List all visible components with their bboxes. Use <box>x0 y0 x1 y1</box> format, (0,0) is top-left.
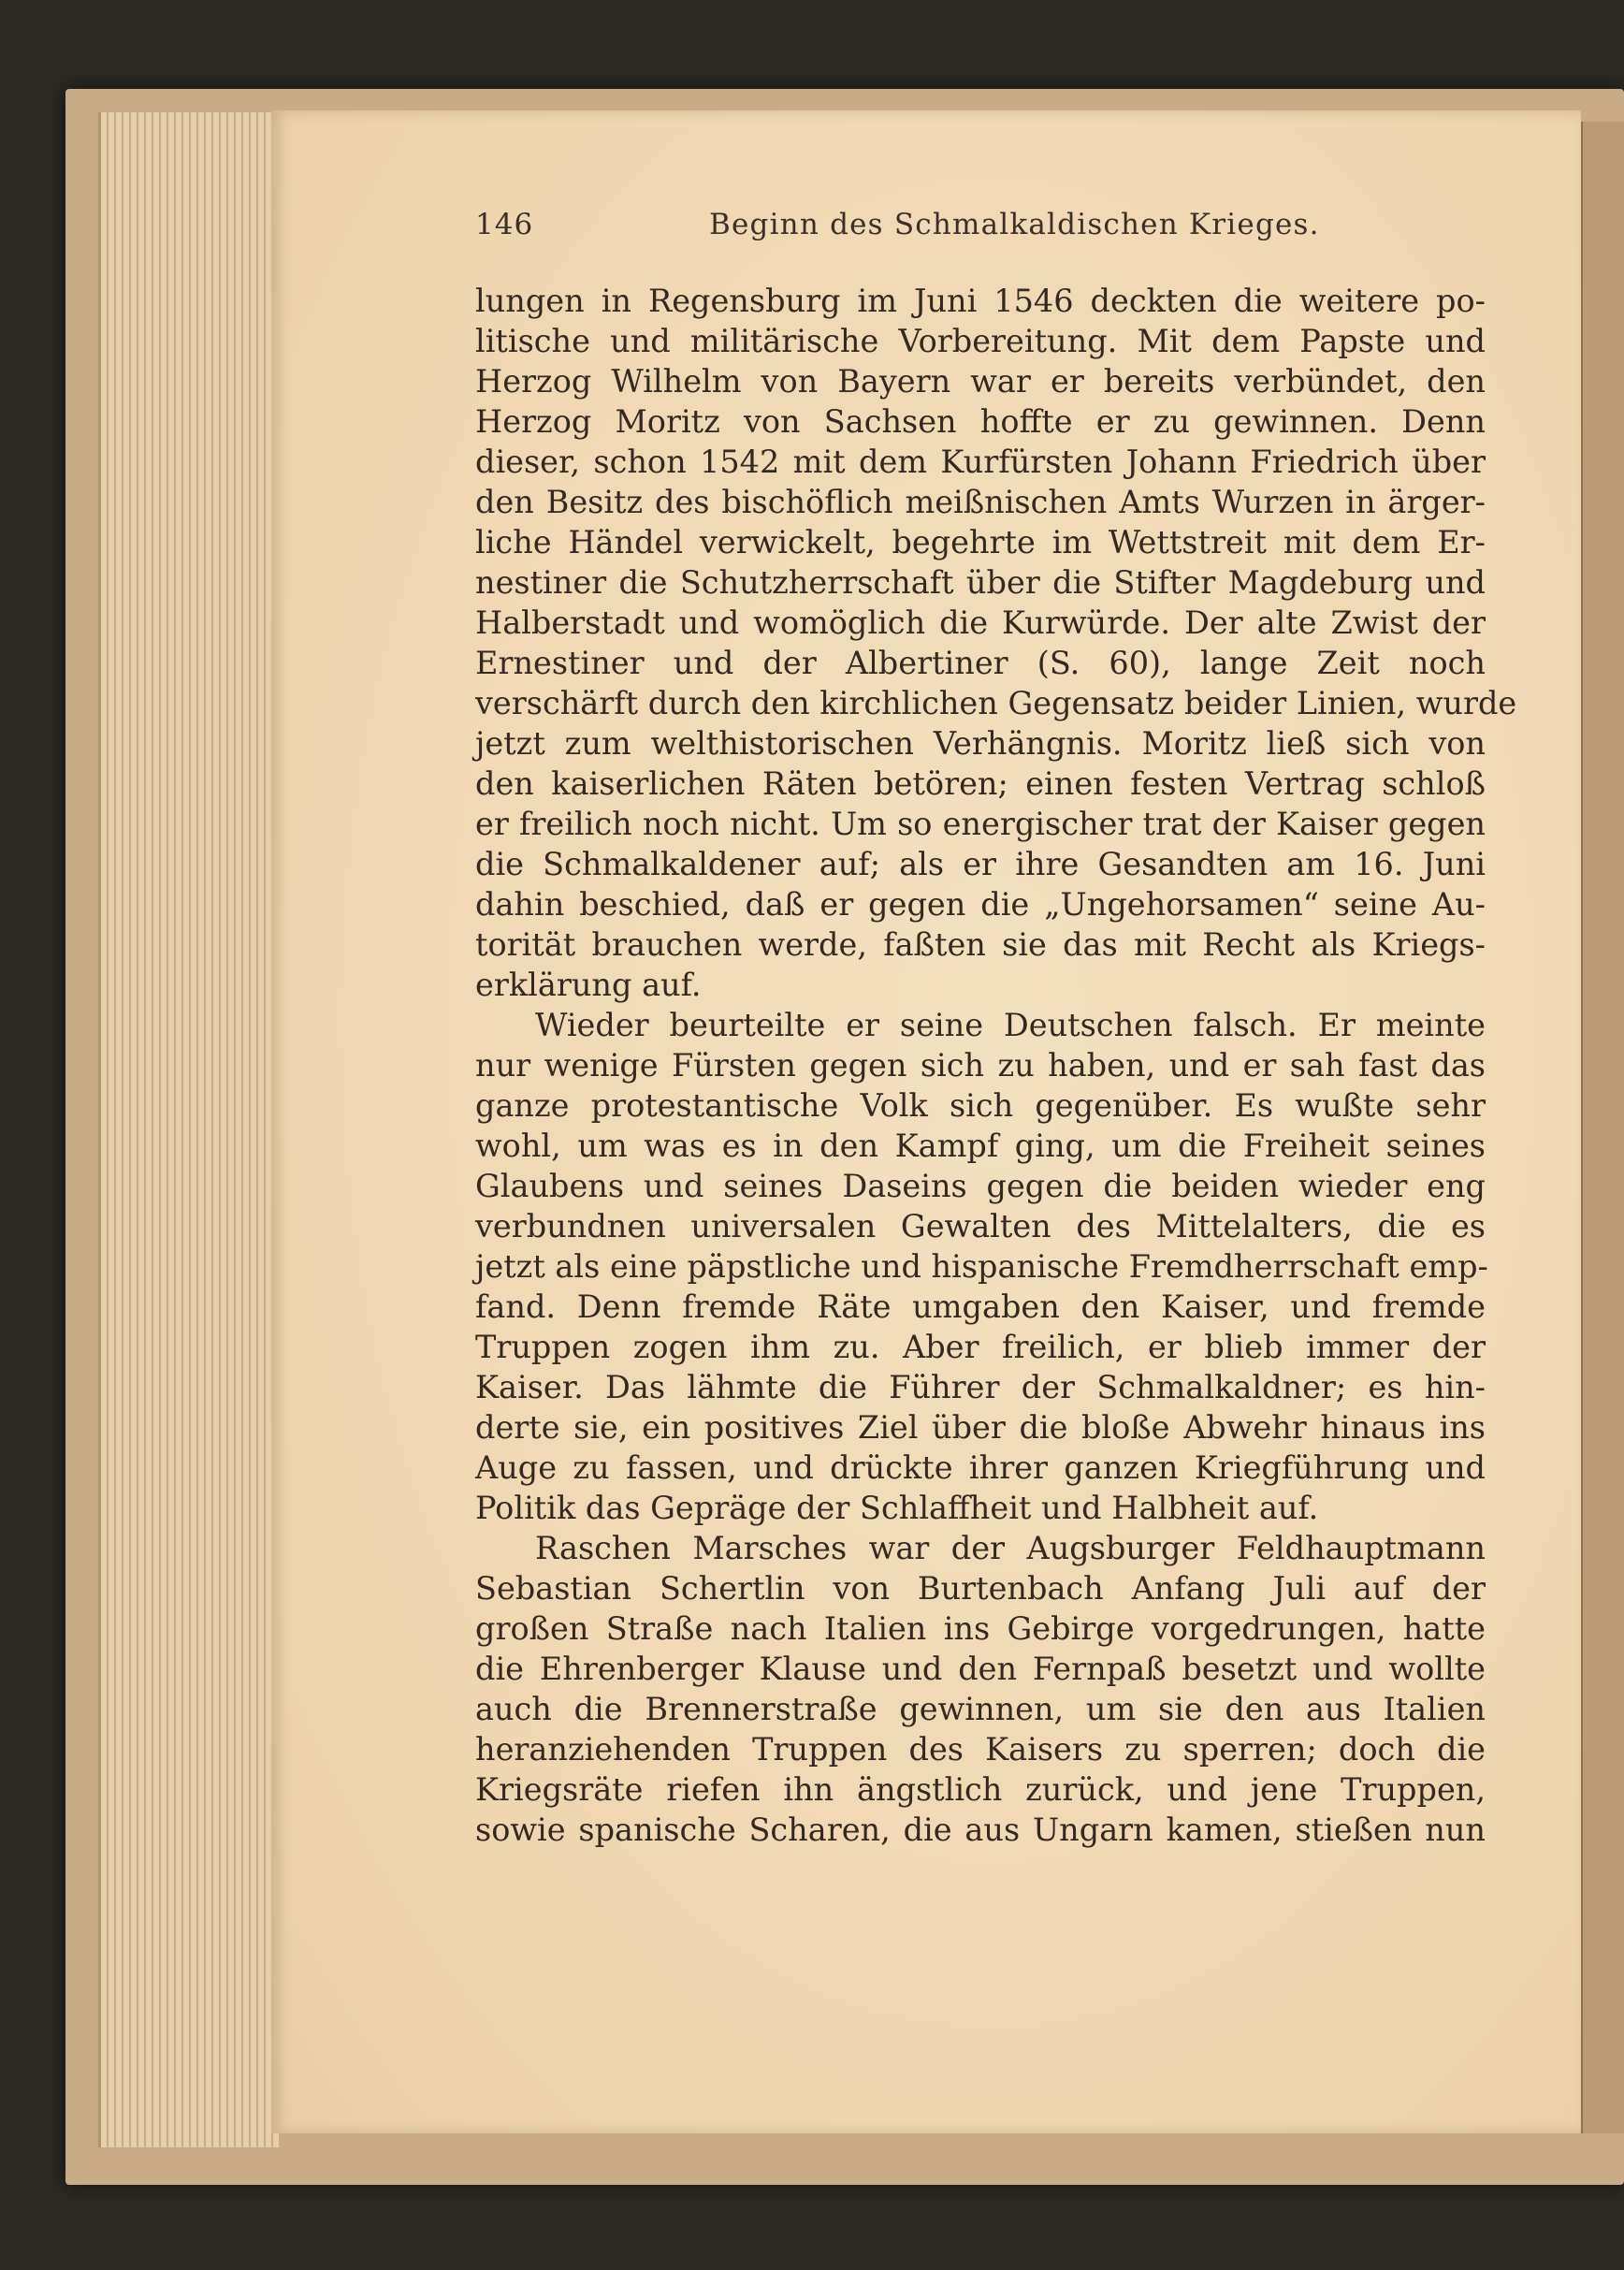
text-line: dahin beschied, daß er gegen die „Ungehorsamen“ seine Au- <box>475 886 1486 923</box>
text-line: jetzt zum welthistorischen Verhängnis. Moritz ließ sich von <box>475 725 1486 762</box>
paragraph-start-line: Raschen Marsches war der Augsburger Feldhauptmann <box>535 1530 1486 1566</box>
text-line: litische und militärische Vorbereitung. Mit dem Papste und <box>475 323 1486 359</box>
text-line: verbundnen universalen Gewalten des Mittelalters, die es <box>475 1208 1486 1244</box>
paragraph-end-line: erklärung auf. <box>475 967 702 1003</box>
text-line: er freilich noch nicht. Um so energischer trat der Kaiser gegen <box>475 806 1486 842</box>
text-line: Halberstadt und womöglich die Kurwürde. Der alte Zwist der <box>475 604 1486 641</box>
text-line: liche Händel verwickelt, begehrte im Wettstreit mit dem Er- <box>475 524 1486 560</box>
text-line: Kaiser. Das lähmte die Führer der Schmalkaldner; es hin- <box>475 1369 1486 1405</box>
text-line: nur wenige Fürsten gegen sich zu haben, und er sah fast das <box>475 1047 1486 1084</box>
text-line: den kaiserlichen Räten betören; einen festen Vertrag schloß <box>475 765 1486 802</box>
text-line: Truppen zogen ihm zu. Aber freilich, er blieb immer der <box>475 1329 1486 1365</box>
text-line: Kriegsräte riefen ihn ängstlich zurück, und jene Truppen, <box>475 1771 1486 1808</box>
text-line: Sebastian Schertlin von Burtenbach Anfang Juli auf der <box>475 1570 1486 1607</box>
text-line: heranziehenden Truppen des Kaisers zu sperren; doch die <box>475 1731 1486 1768</box>
text-line: die Ehrenberger Klause und den Fernpaß besetzt und wollte <box>475 1651 1486 1687</box>
text-line: jetzt als eine päpstliche und hispanische Fremdherrschaft emp- <box>475 1248 1488 1285</box>
text-line: auch die Brennerstraße gewinnen, um sie den aus Italien <box>475 1691 1486 1727</box>
text-line: fand. Denn fremde Räte umgaben den Kaiser, und fremde <box>475 1288 1486 1325</box>
text-line: Glaubens und seines Daseins gegen die beiden wieder eng <box>475 1168 1486 1204</box>
text-line: ganze protestantische Volk sich gegenüber. Es wußte sehr <box>475 1087 1486 1124</box>
paragraph-end-line: Politik das Gepräge der Schlaffheit und Halbheit auf. <box>475 1490 1319 1526</box>
text-line: nestiner die Schutzherrschaft über die Stifter Magdeburg und <box>475 564 1486 601</box>
text-line: lungen in Regensburg im Juni 1546 deckten die weitere po- <box>475 283 1486 319</box>
text-line: Ernestiner und der Albertiner (S. 60), lange Zeit noch <box>475 645 1486 681</box>
text-line: derte sie, ein positives Ziel über die bloße Abwehr hinaus ins <box>475 1409 1486 1446</box>
page-number: 146 <box>475 208 534 241</box>
paragraph-start-line: Wieder beurteilte er seine Deutschen falsch. Er meinte <box>535 1007 1486 1043</box>
page-stack-edge <box>98 112 279 2147</box>
text-line: dieser, schon 1542 mit dem Kurfürsten Johann Friedrich über <box>475 444 1486 480</box>
text-line: Auge zu fassen, und drückte ihrer ganzen Kriegführung und <box>475 1449 1486 1486</box>
text-line: Herzog Wilhelm von Bayern war er bereits verbündet, den <box>475 363 1486 400</box>
text-line: die Schmalkaldener auf; als er ihre Gesandten am 16. Juni <box>475 846 1486 882</box>
facing-page-edge <box>1581 122 1624 2133</box>
text-line: Herzog Moritz von Sachsen hoffte er zu gewinnen. Denn <box>475 403 1486 440</box>
text-line: großen Straße nach Italien ins Gebirge vorgedrungen, hatte <box>475 1610 1486 1647</box>
text-line: verschärft durch den kirchlichen Gegensatz beider Linien, wurde <box>475 685 1517 721</box>
running-head <box>475 208 1486 255</box>
text-line: wohl, um was es in den Kampf ging, um die Freiheit seines <box>475 1128 1486 1164</box>
text-line: sowie spanische Scharen, die aus Ungarn kamen, stießen nun <box>475 1812 1486 1848</box>
body-text <box>475 281 1517 1850</box>
running-title: Beginn des Schmalkaldischen Krieges. <box>709 208 1320 241</box>
text-line: torität brauchen werde, faßten sie das mit Recht als Kriegs- <box>475 926 1486 963</box>
text-line: den Besitz des bischöflich meißnischen Amts Wurzen in ärger- <box>475 484 1486 520</box>
